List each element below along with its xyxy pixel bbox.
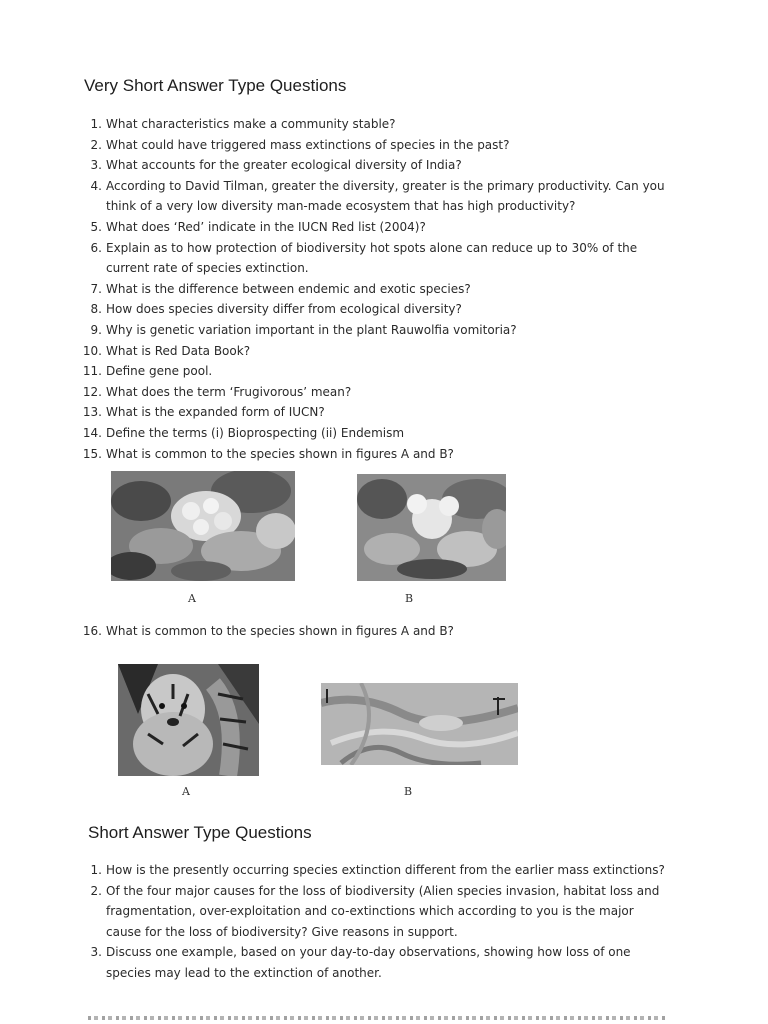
question-item	[76, 382, 676, 403]
question-item	[76, 444, 676, 465]
figure-16a-tiger-photo	[118, 664, 259, 776]
figure-16b-landscape-photo	[321, 683, 518, 765]
question-item	[76, 341, 676, 362]
question-text: How does species diversity differ from ecological diversity?	[106, 302, 462, 317]
question-number: 12.	[82, 384, 102, 399]
question-number: 9.	[90, 322, 102, 337]
question-number: 4.	[90, 178, 102, 193]
question-number: 11.	[82, 364, 102, 379]
question-number: 1.	[90, 863, 102, 877]
question-text: What is the expanded form of IUCN?	[106, 405, 325, 420]
question-item	[76, 155, 676, 176]
question-item	[80, 881, 680, 943]
figure-15b-plant-photo	[357, 474, 506, 581]
figure-15a-plant-photo	[111, 471, 295, 581]
question-text: How is the presently occurring species extinction different from the earlier mass extinctions?	[106, 863, 665, 877]
question-number: 3.	[90, 945, 102, 960]
question-text: Define the terms (i) Bioprospecting (ii) Endemism	[106, 425, 405, 440]
question-number: 1.	[90, 117, 102, 131]
question-text: What does the term ‘Frugivorous’ mean?	[106, 384, 352, 399]
question-16	[76, 624, 454, 638]
short-question-list	[80, 860, 680, 984]
question-text: Explain as to how protection of biodiversity hot spots alone can reduce up to 30% of the current rate of species extinction.	[106, 240, 638, 276]
question-item	[76, 402, 676, 423]
question-item	[76, 299, 676, 320]
question-number: 14.	[82, 425, 102, 440]
question-number: 16.	[82, 624, 102, 638]
question-item	[76, 279, 676, 300]
question-item	[76, 361, 676, 382]
question-text: Define gene pool.	[106, 364, 213, 379]
question-text: What does ‘Red’ indicate in the IUCN Red list (2004)?	[106, 219, 426, 234]
question-item	[76, 135, 676, 156]
cut-off-text-line	[88, 1010, 668, 1024]
question-number: 7.	[90, 281, 102, 296]
question-item	[76, 423, 676, 444]
question-text: Of the four major causes for the loss of biodiversity (Alien species invasion, habitat loss and fragmentation, over-exploitation and co-extinctions which according to you is the major cause for the loss of biodiversity? Give reasons in support.	[106, 883, 660, 939]
question-text: What accounts for the greater ecological diversity of India?	[106, 158, 462, 173]
question-text: What is common to the species shown in figures A and B?	[106, 446, 454, 461]
question-item	[76, 320, 676, 341]
question-number: 13.	[82, 405, 102, 420]
question-text: What is the difference between endemic and exotic species?	[106, 281, 471, 296]
very-short-question-list	[76, 114, 676, 464]
question-number: 3.	[90, 158, 102, 173]
question-text: Discuss one example, based on your day-to-day observations, showing how loss of one species may lead to the extinction of another.	[106, 945, 631, 980]
question-text: What is common to the species shown in figures A and B?	[106, 624, 454, 638]
question-number: 8.	[90, 302, 102, 317]
question-item	[76, 176, 676, 217]
figure-16b-label: B	[404, 785, 413, 798]
section-title-short: Short Answer Type Questions	[88, 823, 312, 842]
question-text: Why is genetic variation important in the plant Rauwolfia vomitoria?	[106, 322, 517, 337]
question-number: 6.	[90, 240, 102, 255]
figure-15b-label: B	[405, 592, 414, 605]
question-item	[80, 942, 680, 983]
question-number: 2.	[90, 137, 102, 152]
question-number: 2.	[90, 883, 102, 898]
figure-15a-label: A	[188, 592, 196, 605]
question-text: What is Red Data Book?	[106, 343, 251, 358]
question-item	[76, 114, 676, 135]
question-text: According to David Tilman, greater the diversity, greater is the primary productivity. Can you think of a very low diversity man-made ecosystem that has high productivity?	[106, 178, 665, 214]
question-item	[76, 217, 676, 238]
question-text: What could have triggered mass extinctions of species in the past?	[106, 137, 510, 152]
question-number: 5.	[90, 219, 102, 234]
question-text: What characteristics make a community stable?	[106, 117, 396, 131]
question-item	[80, 860, 680, 881]
question-item	[76, 238, 676, 279]
question-number: 10.	[82, 343, 102, 358]
figure-16a-label: A	[182, 785, 190, 798]
section-title-very-short: Very Short Answer Type Questions	[84, 76, 347, 95]
question-number: 15.	[82, 446, 102, 461]
